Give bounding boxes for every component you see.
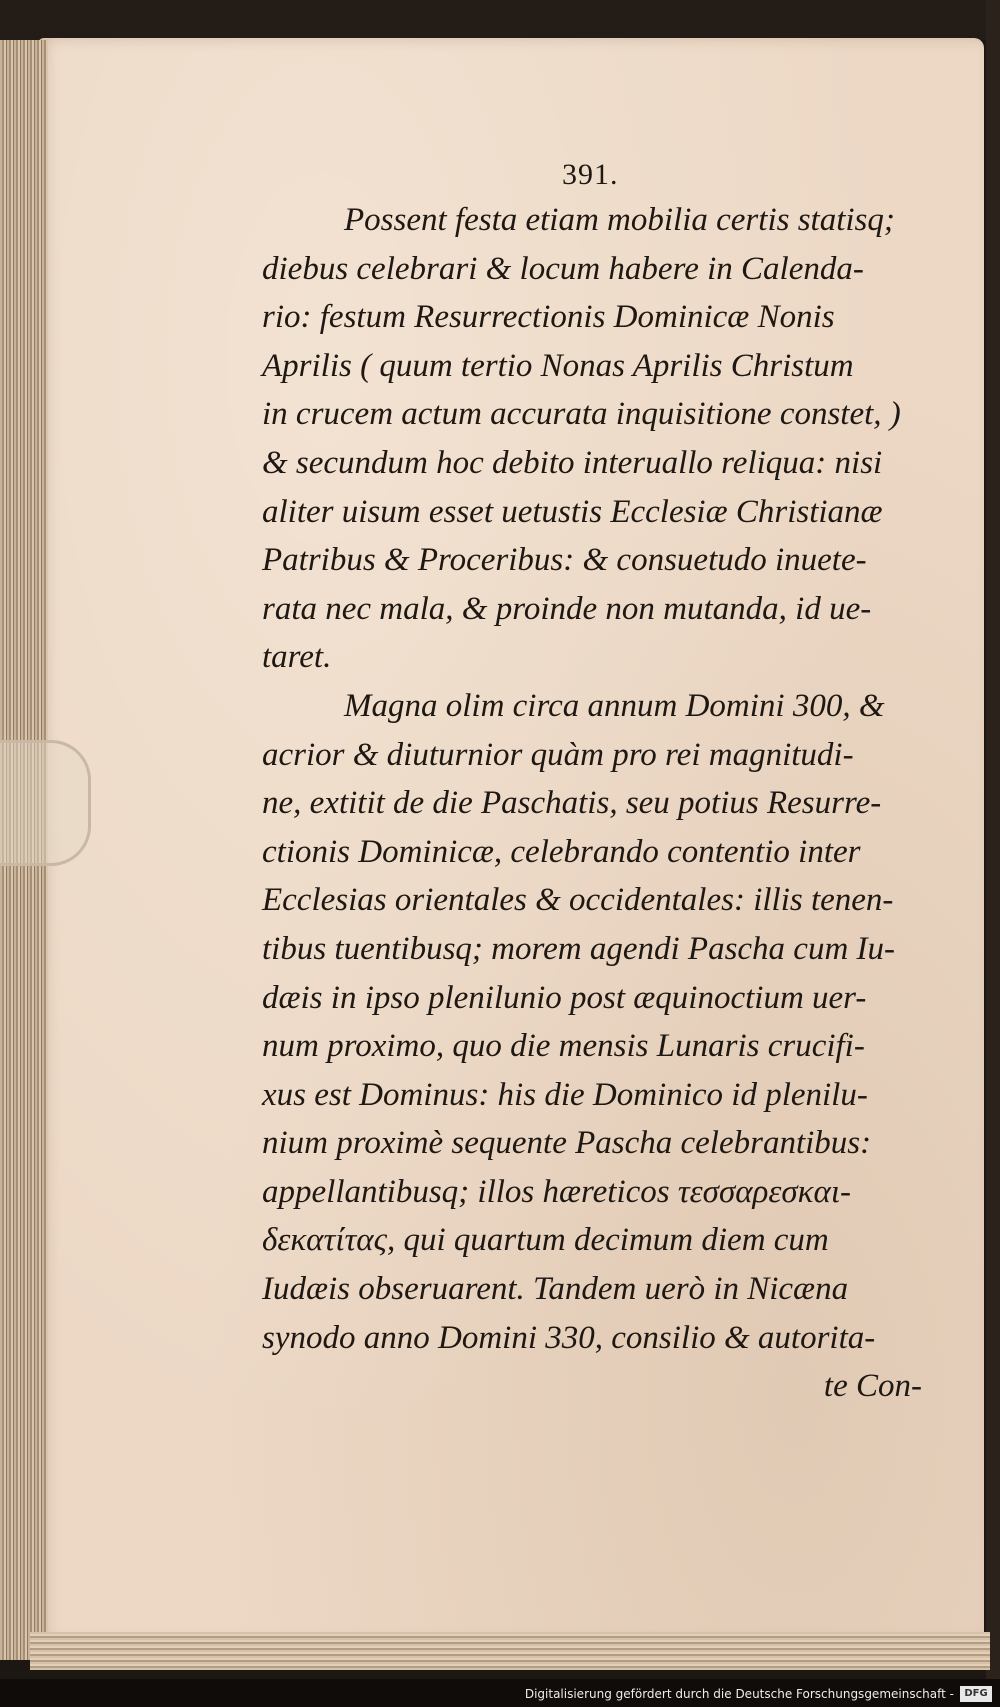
text-line: & secundum hoc debito interuallo reliqua: nisi [262,444,883,481]
paragraph-2 [262,682,922,1411]
scan-right-background [986,0,1000,1707]
dfg-logo: DFG [960,1686,992,1702]
text-line: synodo anno Domini 330, consilio & autorita- [262,1319,876,1356]
text-line: ne, extitit de die Paschatis, seu potius Resurre- [262,785,882,822]
text-line: in crucem actum accurata inquisitione constet, ) [262,396,901,433]
text-line: appellantibusq; illos hæreticos τεσσαρεσκαι- [262,1173,851,1210]
text-line: ctionis Dominicæ, celebrando contentio inter [262,833,861,870]
text-line: Magna olim circa annum Domini 300, & [344,687,885,724]
book-bottom-edges [30,1632,990,1670]
page-number: 391. [562,158,619,191]
text-line: acrior & diuturnior quàm pro rei magnitudi- [262,736,854,773]
text-line: dæis in ipso plenilunio post æquinoctium uer- [262,979,867,1016]
page-text [262,160,922,1411]
text-line: Iudæis obseruarent. Tandem uerò in Nicæna [262,1271,849,1308]
text-line: aliter uisum esset uetustis Ecclesiæ Christianæ [262,493,883,530]
text-line: Patribus & Proceribus: & consuetudo inuete- [262,542,867,579]
text-line: xus est Dominus: his die Dominico id plenilu- [262,1076,868,1113]
text-line: diebus celebrari & locum habere in Calenda- [262,250,864,287]
text-line: nium proximè sequente Pascha celebrantibus: [262,1125,872,1162]
text-line: δεκατίτας, qui quartum decimum diem cum [262,1222,829,1259]
text-line: num proximo, quo die mensis Lunaris crucifi- [262,1028,865,1065]
text-line: Aprilis ( quum tertio Nonas Aprilis Christum [262,347,854,384]
text-line: rata nec mala, & proinde non mutanda, id ue- [262,590,872,627]
text-line: Possent festa etiam mobilia certis statisq; [344,202,895,238]
text-line: rio: festum Resurrectionis Dominicæ Nonis [262,299,835,336]
text-line: tibus tuentibusq; morem agendi Pascha cum Iu- [262,930,896,967]
bookmark-clip [0,740,91,866]
paragraph-1 [262,196,922,682]
text-line: Ecclesias orientales & occidentales: illis tenen- [262,882,894,919]
top-spacer [262,160,922,196]
text-line: taret. [262,639,332,676]
footer-credit-text: Digitalisierung gefördert durch die Deutsche Forschungsgemeinschaft - [524,1687,954,1701]
scan-top-background [0,0,1000,40]
catchword: te Con- [823,1368,922,1405]
